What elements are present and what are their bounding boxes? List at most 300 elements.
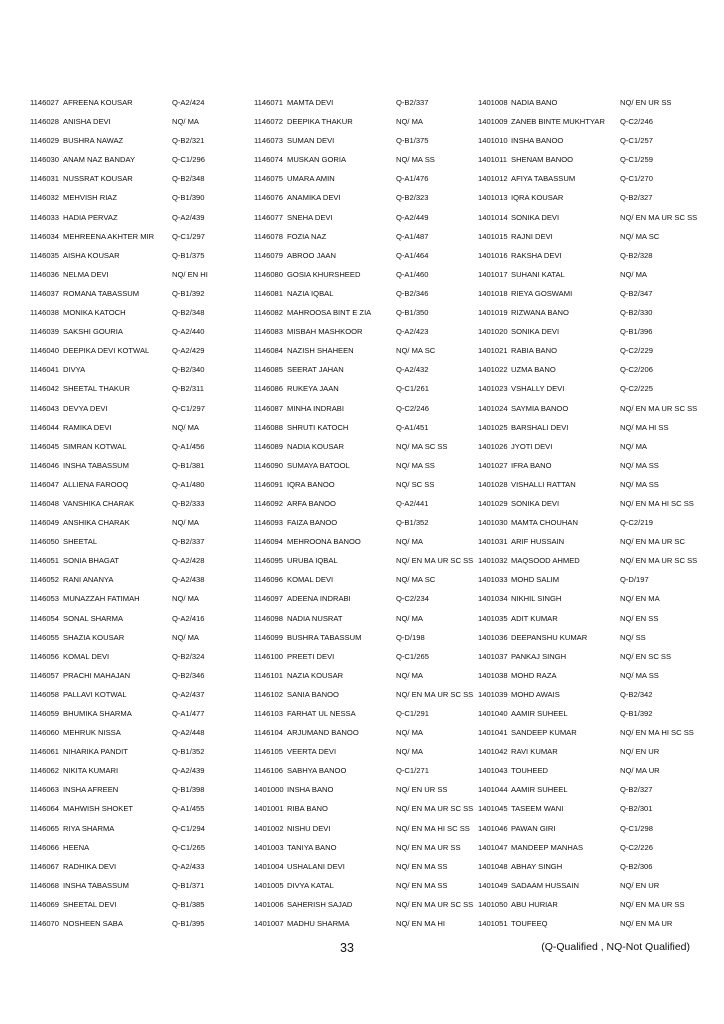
candidate-name: DEEPIKA DEVI KOTWAL: [63, 346, 150, 356]
result-code: Q-C1/296: [172, 155, 205, 165]
candidate-name: ABU HURIAR: [511, 899, 558, 909]
candidate-name: SNEHA DEVI: [287, 212, 333, 222]
result-code: Q-C1/297: [172, 231, 205, 241]
result-code: NQ/ MA: [172, 594, 200, 604]
roll-number: 1146070: [30, 919, 59, 929]
candidate-name: ANSHIKA CHARAK: [63, 518, 130, 528]
result-code: Q-C1/261: [396, 384, 429, 394]
roll-number: 1146042: [30, 384, 59, 394]
roll-number: 1401020: [478, 327, 508, 337]
roll-number: 1146067: [30, 861, 59, 871]
roll-number: 1146072: [254, 117, 283, 127]
candidate-name: BUSHRA NAWAZ: [63, 136, 124, 146]
result-code: NQ/ EN SC SS: [620, 651, 672, 661]
candidate-name: HADIA PERVAZ: [63, 212, 118, 222]
roll-number: 1146059: [30, 709, 59, 718]
roll-number: 1146049: [30, 518, 59, 528]
candidate-name: AFIYA TABASSUM: [511, 174, 576, 184]
result-code: NQ/ EN UR: [620, 747, 660, 757]
candidate-name: DIVYA KATAL: [287, 880, 334, 890]
result-code: Q-A2/433: [172, 861, 205, 871]
result-code: NQ/ MA: [620, 441, 648, 451]
roll-number: 1401039: [478, 689, 508, 699]
candidate-name: RADHIKA DEVI: [63, 861, 117, 871]
candidate-name: USHALANI DEVI: [287, 861, 345, 871]
candidate-name: SUHANI KATAL: [511, 269, 565, 279]
result-code: Q-C1/265: [396, 651, 429, 661]
result-code: Q-A2/441: [396, 498, 429, 508]
result-code: NQ/ EN MA HI SC SS: [396, 823, 470, 833]
result-code: Q-B1/392: [172, 288, 205, 298]
roll-number: 1401041: [478, 728, 508, 738]
result-code: NQ/ MA: [396, 747, 424, 757]
candidate-name: BHUMIKA SHARMA: [63, 709, 132, 718]
result-code: Q-B1/381: [172, 460, 205, 470]
candidate-name: SHENAM BANOO: [511, 155, 574, 165]
result-code: Q-C2/234: [396, 594, 429, 604]
candidate-name: IFRA BANO: [511, 460, 552, 470]
candidate-name: RIYA SHARMA: [63, 823, 115, 833]
candidate-name: ARJUMAND BANOO: [287, 728, 359, 738]
candidate-name: GOSIA KHURSHEED: [287, 269, 361, 279]
result-code: NQ/ MA: [172, 518, 200, 528]
candidate-name: PALLAVI KOTWAL: [63, 689, 127, 699]
roll-number: 1401050: [478, 899, 508, 909]
result-code: Q-A1/460: [396, 269, 429, 279]
result-code: Q-C1/291: [396, 709, 429, 718]
result-code: Q-B2/327: [620, 785, 653, 795]
roll-number: 1146086: [254, 384, 283, 394]
result-code: Q-A2/438: [172, 575, 205, 585]
result-code: NQ/ MA SS: [620, 670, 659, 680]
result-code: Q-B1/375: [396, 136, 429, 146]
roll-number: 1146080: [254, 269, 283, 279]
roll-number: 1146087: [254, 403, 283, 413]
result-code: Q-A1/480: [172, 479, 205, 489]
roll-number: 1401032: [478, 556, 508, 566]
result-code: Q-C2/226: [620, 842, 653, 852]
result-code: Q-C1/259: [620, 155, 653, 165]
candidate-name: KOMAL DEVI: [63, 651, 110, 661]
roll-number: 1146089: [254, 441, 283, 451]
candidate-name: SONIA BHAGAT: [63, 556, 119, 566]
candidate-name: NADIA BANO: [511, 98, 558, 107]
result-code: Q-A2/448: [172, 728, 205, 738]
candidate-name: NAZIA KOUSAR: [287, 670, 344, 680]
candidate-name: MAQSOOD AHMED: [511, 556, 580, 566]
roll-number: 1146082: [254, 308, 283, 318]
roll-number: 1401002: [254, 823, 284, 833]
roll-number: 1146051: [30, 556, 59, 566]
result-code: NQ/ EN MA UR SC SS: [620, 556, 698, 566]
result-code: Q-B1/390: [172, 193, 205, 203]
candidate-name: SONIKA DEVI: [511, 212, 560, 222]
candidate-name: MEHREENA AKHTER MIR: [63, 231, 155, 241]
candidate-name: SABHYA BANOO: [287, 766, 347, 776]
candidate-name: RUKEYA JAAN: [287, 384, 339, 394]
roll-number: 1146094: [254, 537, 283, 547]
result-code: Q-A1/455: [172, 804, 205, 814]
roll-number: 1146039: [30, 327, 59, 337]
roll-number: 1146101: [254, 670, 283, 680]
roll-number: 1401026: [478, 441, 508, 451]
roll-number: 1146068: [30, 880, 59, 890]
roll-number: 1146081: [254, 288, 283, 298]
result-code: Q-B1/396: [620, 327, 653, 337]
result-code: Q-B1/385: [172, 899, 205, 909]
roll-number: 1146102: [254, 689, 283, 699]
result-code: Q-C2/225: [620, 384, 653, 394]
candidate-name: RIBA BANO: [287, 804, 328, 814]
result-code: NQ/ EN MA UR SC SS: [620, 212, 698, 222]
roll-number: 1146064: [30, 804, 59, 814]
roll-number: 1401013: [478, 193, 508, 203]
roll-number: 1146095: [254, 556, 283, 566]
result-code: Q-C1/265: [172, 842, 205, 852]
candidate-name: URUBA IQBAL: [287, 556, 338, 566]
result-code: NQ/ MA SC SS: [396, 441, 448, 451]
roll-number: 1146084: [254, 346, 283, 356]
candidate-name: SIMRAN KOTWAL: [63, 441, 127, 451]
candidate-name: MAMTA CHOUHAN: [511, 518, 578, 528]
result-code: NQ/ MA SC: [396, 575, 436, 585]
roll-number: 1146099: [254, 632, 283, 642]
result-code: NQ/ MA SS: [396, 460, 435, 470]
roll-number: 1401042: [478, 747, 508, 757]
candidate-name: ANAMIKA DEVI: [287, 193, 341, 203]
candidate-name: PAWAN GIRI: [511, 823, 556, 833]
result-code: NQ/ EN MA UR SS: [620, 899, 685, 909]
roll-number: 1146030: [30, 155, 59, 165]
roll-number: 1146061: [30, 747, 59, 757]
candidate-name: AAMIR SUHEEL: [511, 785, 568, 795]
result-code: NQ/ EN MA UR SC: [620, 537, 685, 547]
roll-number: 1401015: [478, 231, 508, 241]
roll-number: 1146031: [30, 174, 59, 184]
result-code: Q-B2/342: [620, 689, 653, 699]
candidate-name: SHEETAL THAKUR: [63, 384, 130, 394]
candidate-name: MUNAZZAH FATIMAH: [63, 594, 140, 604]
roll-number: 1146035: [30, 250, 59, 260]
candidate-name: MANDEEP MANHAS: [511, 842, 584, 852]
roll-number: 1146088: [254, 422, 283, 432]
roll-number: 1401028: [478, 479, 508, 489]
candidate-name: VANSHIKA CHARAK: [63, 498, 135, 508]
roll-number: 1146037: [30, 288, 59, 298]
candidate-name: SANDEEP KUMAR: [511, 728, 577, 738]
result-code: Q-C2/219: [620, 518, 653, 528]
roll-number: 1401014: [478, 212, 508, 222]
candidate-name: SAHERISH SAJAD: [287, 899, 353, 909]
candidate-name: ARIF HUSSAIN: [511, 537, 565, 547]
candidate-name: DEEPIKA THAKUR: [287, 117, 353, 127]
roll-number: 1146100: [254, 651, 283, 661]
page-number: 33: [340, 941, 354, 955]
roll-number: 1401016: [478, 250, 508, 260]
result-code: Q-B1/352: [396, 518, 429, 528]
result-code: Q-B2/327: [620, 193, 653, 203]
roll-number: 1401019: [478, 308, 508, 318]
candidate-name: INSHA AFREEN: [63, 785, 119, 795]
roll-number: 1401004: [254, 861, 284, 871]
roll-number: 1146036: [30, 269, 59, 279]
roll-number: 1401012: [478, 174, 508, 184]
roll-number: 1146062: [30, 766, 59, 776]
result-code: Q-A1/451: [396, 422, 429, 432]
candidate-name: PRACHI MAHAJAN: [63, 670, 131, 680]
result-code: Q-C1/271: [396, 766, 429, 776]
roll-number: 1401022: [478, 365, 508, 375]
candidate-name: MAHWISH SHOKET: [63, 804, 134, 814]
candidate-name: ROMANA TABASSUM: [63, 288, 140, 298]
result-code: Q-C2/246: [396, 403, 429, 413]
candidate-name: RABIA BANO: [511, 346, 557, 356]
result-code: NQ/ MA: [396, 537, 424, 547]
candidate-name: NIKHIL SINGH: [511, 594, 562, 604]
roll-number: 1146090: [254, 460, 283, 470]
candidate-name: MOHD SALIM: [511, 575, 560, 585]
result-code: Q-A2/439: [172, 766, 205, 776]
candidate-name: SHAZIA KOUSAR: [63, 632, 125, 642]
result-code: Q-A2/423: [396, 327, 429, 337]
roll-number: 1146065: [30, 823, 59, 833]
roll-number: 1146104: [254, 728, 283, 738]
candidate-name: MEHRUK NISSA: [63, 728, 121, 738]
result-code: Q-A2/439: [172, 212, 205, 222]
candidate-name: NISHU DEVI: [287, 823, 331, 833]
candidate-name: UZMA BANO: [511, 365, 556, 375]
roll-number: 1401017: [478, 269, 508, 279]
candidate-name: PREETI DEVI: [287, 651, 335, 661]
roll-number: 1146041: [30, 365, 59, 375]
roll-number: 1401027: [478, 460, 508, 470]
result-code: Q-D/198: [396, 632, 425, 642]
result-code: Q-C1/270: [620, 174, 653, 184]
result-code: NQ/ EN HI: [172, 269, 208, 279]
result-code: NQ/ MA SC: [396, 346, 436, 356]
result-code: NQ/ SS: [620, 632, 646, 642]
roll-number: 1146103: [254, 709, 283, 718]
candidate-name: ANISHA DEVI: [63, 117, 111, 127]
candidate-name: RIZWANA BANO: [511, 308, 569, 318]
result-code: NQ/ SC SS: [396, 479, 435, 489]
roll-number: 1401051: [478, 919, 508, 929]
result-code: Q-B2/311: [172, 384, 204, 394]
roll-number: 1401000: [254, 785, 284, 795]
roll-number: 1401045: [478, 804, 508, 814]
roll-number: 1146097: [254, 594, 283, 604]
result-code: NQ/ EN MA HI SC SS: [620, 498, 694, 508]
result-code: NQ/ EN UR SS: [620, 98, 672, 107]
candidate-name: INSHA BANOO: [511, 136, 564, 146]
candidate-name: MOHD RAZA: [511, 670, 557, 680]
roll-number: 1146032: [30, 193, 59, 203]
roll-number: 1401044: [478, 785, 508, 795]
result-code: Q-B2/340: [172, 365, 205, 375]
candidate-name: MUSKAN GORIA: [287, 155, 347, 165]
result-code: Q-A2/424: [172, 98, 205, 107]
result-code: Q-B2/333: [172, 498, 205, 508]
roll-number: 1146054: [30, 613, 59, 623]
candidate-name: SONAL SHARMA: [63, 613, 124, 623]
roll-number: 1146057: [30, 670, 59, 680]
result-code: Q-B1/352: [172, 747, 205, 757]
roll-number: 1146085: [254, 365, 283, 375]
roll-number: 1146079: [254, 250, 283, 260]
roll-number: 1401023: [478, 384, 508, 394]
result-code: Q-A2/432: [396, 365, 429, 375]
roll-number: 1146043: [30, 403, 59, 413]
candidate-name: SONIKA DEVI: [511, 498, 560, 508]
result-code: Q-B1/350: [396, 308, 429, 318]
candidate-name: FARHAT UL NESSA: [287, 709, 356, 718]
result-code: Q-B2/337: [172, 537, 205, 547]
result-code: Q-B2/346: [396, 288, 429, 298]
candidate-name: MOHD AWAIS: [511, 689, 560, 699]
roll-number: 1146098: [254, 613, 283, 623]
result-code: Q-A2/428: [172, 556, 205, 566]
qualification-legend: (Q-Qualified , NQ-Not Qualified): [541, 941, 690, 953]
result-code: NQ/ MA: [396, 613, 424, 623]
result-code: NQ/ MA SS: [620, 460, 659, 470]
candidate-name: TOUFEEQ: [511, 919, 548, 929]
roll-number: 1401003: [254, 842, 284, 852]
candidate-name: NADIA KOUSAR: [287, 441, 344, 451]
candidate-name: ADEENA INDRABI: [287, 594, 351, 604]
roll-number: 1401029: [478, 498, 508, 508]
result-code: Q-B1/375: [172, 250, 205, 260]
candidate-name: INSHA TABASSUM: [63, 460, 129, 470]
candidate-name: RAJNI DEVI: [511, 231, 553, 241]
candidate-name: SHEETAL: [63, 537, 98, 547]
roll-number: 1146078: [254, 231, 283, 241]
result-code: NQ/ EN MA HI SC SS: [620, 728, 694, 738]
roll-number: 1146060: [30, 728, 59, 738]
candidate-name: RIEYA GOSWAMI: [511, 288, 573, 298]
result-code: NQ/ EN UR SS: [396, 785, 448, 795]
candidate-name: UMARA AMIN: [287, 174, 335, 184]
candidate-name: AISHA KOUSAR: [63, 250, 120, 260]
result-code: Q-B2/306: [620, 861, 653, 871]
roll-number: 1401030: [478, 518, 508, 528]
roll-number: 1401018: [478, 288, 508, 298]
result-code: NQ/ MA UR: [620, 766, 660, 776]
result-code: NQ/ EN MA UR SC SS: [396, 556, 474, 566]
result-code: NQ/ EN MA UR SC SS: [396, 689, 474, 699]
roll-number: 1146034: [30, 231, 59, 241]
roll-number: 1146076: [254, 193, 283, 203]
result-code: NQ/ MA: [396, 670, 424, 680]
candidate-name: DEVYA DEVI: [63, 403, 108, 413]
candidate-name: MISBAH MASHKOOR: [287, 327, 363, 337]
roll-number: 1146045: [30, 441, 59, 451]
candidate-name: HEENA: [63, 842, 90, 852]
roll-number: 1146105: [254, 747, 283, 757]
result-code: Q-B2/347: [620, 288, 653, 298]
result-code: Q-B2/323: [396, 193, 429, 203]
roll-number: 1401009: [478, 117, 508, 127]
result-code: NQ/ MA: [172, 117, 200, 127]
candidate-name: MEHROONA BANOO: [287, 537, 361, 547]
roll-number: 1401001: [254, 804, 284, 814]
roll-number: 1146063: [30, 785, 59, 795]
result-code: NQ/ EN MA UR SC SS: [620, 403, 698, 413]
roll-number: 1401049: [478, 880, 508, 890]
candidate-name: VISHALLI RATTAN: [511, 479, 576, 489]
roll-number: 1401007: [254, 919, 284, 929]
candidate-name: AAMIR SUHEEL: [511, 709, 568, 718]
result-code: Q-A2/437: [172, 689, 205, 699]
result-code: Q-B2/348: [172, 308, 205, 318]
candidate-name: SONIKA DEVI: [511, 327, 560, 337]
roll-number: 1401024: [478, 403, 508, 413]
candidate-name: SEERAT JAHAN: [287, 365, 344, 375]
result-code: NQ/ MA: [620, 269, 648, 279]
candidate-name: NADIA NUSRAT: [287, 613, 343, 623]
roll-number: 1146093: [254, 518, 283, 528]
roll-number: 1401043: [478, 766, 508, 776]
candidate-name: SHRUTI KATOCH: [287, 422, 349, 432]
candidate-name: ZANEB BINTE MUKHTYAR: [511, 117, 605, 127]
result-code: Q-A1/477: [172, 709, 205, 718]
candidate-name: VSHALLY DEVI: [511, 384, 565, 394]
candidate-name: VEERTA DEVI: [287, 747, 337, 757]
roll-number: 1146028: [30, 117, 59, 127]
result-code: Q-D/197: [620, 575, 649, 585]
candidate-name: FOZIA NAZ: [287, 231, 327, 241]
result-code: Q-B2/321: [172, 136, 205, 146]
roll-number: 1146077: [254, 212, 283, 222]
result-code: Q-A2/440: [172, 327, 205, 337]
roll-number: 1401047: [478, 842, 508, 852]
result-code: Q-B1/395: [172, 919, 205, 929]
result-code: Q-C1/294: [172, 823, 205, 833]
result-code: Q-A1/464: [396, 250, 429, 260]
candidate-name: ABROO JAAN: [287, 250, 336, 260]
roll-number: 1146038: [30, 308, 59, 318]
roll-number: 1146074: [254, 155, 283, 165]
candidate-name: ADIT KUMAR: [511, 613, 558, 623]
candidate-name: NUSSRAT KOUSAR: [63, 174, 133, 184]
result-code: Q-A1/476: [396, 174, 429, 184]
candidate-name: RANI ANANYA: [63, 575, 114, 585]
candidate-name: MAMTA DEVI: [287, 98, 334, 107]
roll-number: 1401034: [478, 594, 508, 604]
roll-number: 1146040: [30, 346, 59, 356]
candidate-name: SUMAYA BATOOL: [287, 460, 350, 470]
roll-number: 1146027: [30, 98, 59, 107]
candidate-name: BUSHRA TABASSUM: [287, 632, 362, 642]
result-code: Q-A2/449: [396, 212, 429, 222]
roll-number: 1146092: [254, 498, 283, 508]
roll-number: 1146029: [30, 136, 59, 146]
candidate-name: MINHA INDRABI: [287, 403, 344, 413]
result-code: Q-B1/371: [172, 880, 205, 890]
result-code: NQ/ MA SS: [396, 155, 435, 165]
result-code: Q-B2/301: [620, 804, 653, 814]
result-code: Q-B2/346: [172, 670, 205, 680]
candidate-name: IQRA BANOO: [287, 479, 335, 489]
result-code: Q-C1/298: [620, 823, 653, 833]
candidate-name: NAZIA IQBAL: [287, 288, 334, 298]
result-code: NQ/ MA SC: [620, 231, 660, 241]
candidate-name: NAZISH SHAHEEN: [287, 346, 354, 356]
result-code: Q-C2/246: [620, 117, 653, 127]
candidate-name: TOUHEED: [511, 766, 548, 776]
result-code: Q-B1/392: [620, 709, 653, 718]
roll-number: 1146056: [30, 651, 59, 661]
candidate-name: TASEEM WANI: [511, 804, 564, 814]
